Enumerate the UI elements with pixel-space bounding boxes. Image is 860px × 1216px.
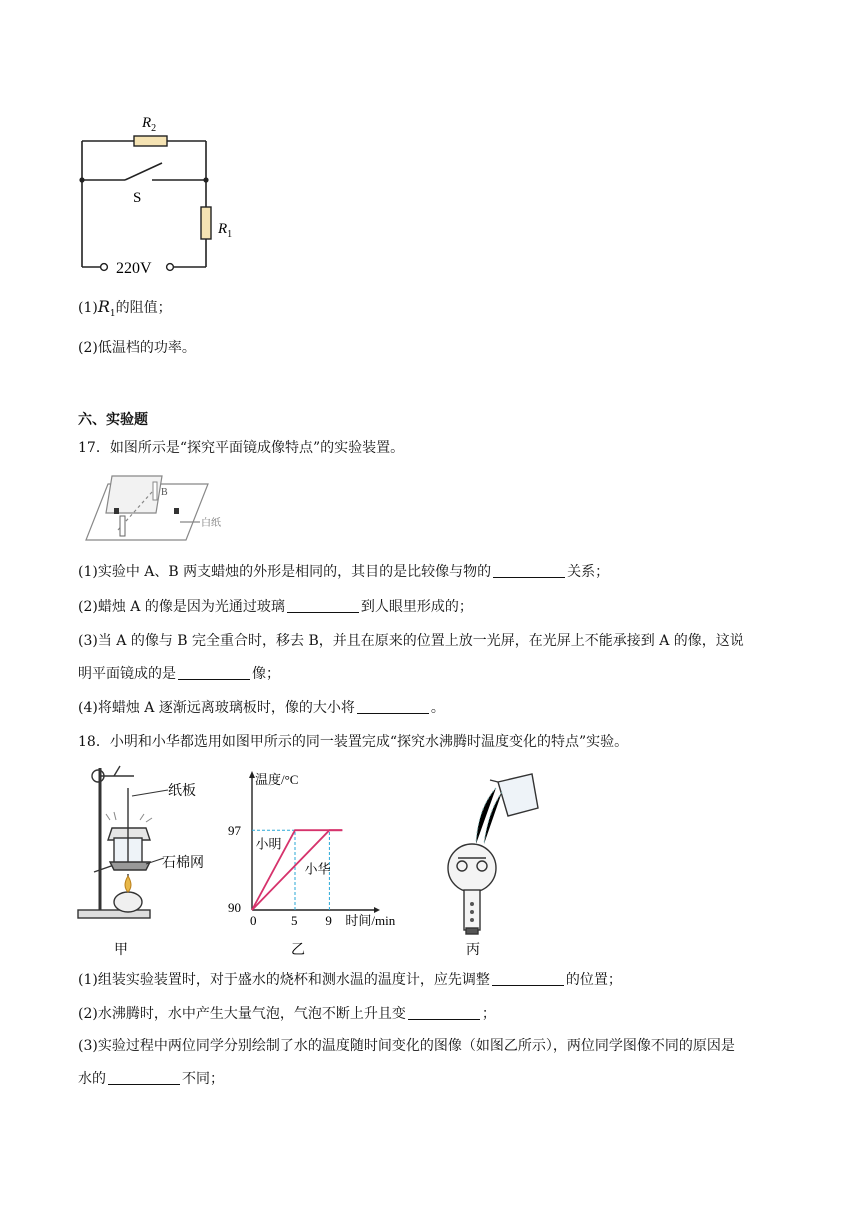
answer-blank[interactable] xyxy=(178,665,250,680)
voltage-label: 220V xyxy=(116,260,152,277)
x-axis-label: 时间/min xyxy=(345,913,396,928)
candle-b-label: B xyxy=(161,487,168,498)
section-title: 六、实验题 xyxy=(78,412,148,428)
q17-item3-line1: (3)当 A 的像与 B 完全重合时，移去 B，并且在原来的位置上放一光屏，在光屏上不能承接到 A 的像，这说 xyxy=(78,633,744,649)
y-axis-label: 温度/°C xyxy=(255,772,299,787)
q17-item4: (4)将蜡烛 A 逐渐远离玻璃板时，像的大小将 。 xyxy=(78,700,445,716)
q18-item1: (1)组装实验装置时，对于盛水的烧杯和测水温的温度计，应先调整 的位置； xyxy=(78,972,622,988)
y-tick-label: 97 xyxy=(228,823,241,839)
q17-item2: (2)蜡烛 A 的像是因为光通过玻璃 到人眼里形成的； xyxy=(78,599,473,615)
r1-label: $R_1$ xyxy=(218,221,233,240)
q18-item3-line2: 水的 不同； xyxy=(78,1071,224,1087)
cardboard-label: 纸板 xyxy=(168,783,196,799)
x-tick-label: 0 xyxy=(250,913,257,928)
series-label: 小明 xyxy=(255,836,282,852)
temperature-time-chart xyxy=(226,764,416,960)
q17-item1: (1)实验中 A、B 两支蜡烛的外形是相同的，其目的是比较像与物的 关系； xyxy=(78,564,610,580)
y-tick-label: 90 xyxy=(228,900,241,915)
q18-item3-line1: (3)实验过程中两位同学分别绘制了水的温度随时间变化的图像（如图乙所示），两位同学图像不同的原因是 xyxy=(78,1038,735,1054)
mirror-setup-figure xyxy=(80,468,230,553)
terminal-right xyxy=(167,264,174,271)
series-label: 小华 xyxy=(304,861,331,877)
q16-item2: (2)低温档的功率。 xyxy=(78,340,196,356)
r2-label: $R_2$ xyxy=(142,115,157,134)
figure-jia-caption: 甲 xyxy=(114,942,128,958)
answer-blank[interactable] xyxy=(492,971,564,986)
flask-pouring-figure xyxy=(438,768,548,960)
answer-blank[interactable] xyxy=(108,1070,180,1085)
answer-blank[interactable] xyxy=(357,699,429,714)
q17-item3-line2: 明平面镜成的是 像； xyxy=(78,666,280,682)
x-tick-label: 9 xyxy=(325,913,332,928)
boiling-apparatus-figure xyxy=(74,762,224,960)
answer-blank[interactable] xyxy=(408,1005,480,1020)
q17-stem: 17．如图所示是“探究平面镜成像特点”的实验装置。 xyxy=(78,440,405,456)
answer-blank[interactable] xyxy=(287,598,359,613)
switch-label: S xyxy=(133,190,142,206)
q18-item2: (2)水沸腾时，水中产生大量气泡，气泡不断上升且变 ； xyxy=(78,1006,496,1022)
answer-blank[interactable] xyxy=(493,563,565,578)
q16-item1: $(1)R_1$的阻值； xyxy=(78,297,172,319)
figure-yi-caption: 乙 xyxy=(291,943,305,958)
circuit-diagram xyxy=(70,105,260,280)
resistor-r1 xyxy=(201,207,211,239)
figure-bing-caption: 丙 xyxy=(466,942,480,958)
white-paper-label: 白纸 xyxy=(201,518,221,529)
resistor-r2 xyxy=(134,136,167,146)
x-tick-label: 5 xyxy=(291,913,298,928)
terminal-left xyxy=(101,264,108,271)
q18-stem: 18．小明和小华都选用如图甲所示的同一装置完成“探究水沸腾时温度变化的特点”实验。 xyxy=(78,734,629,750)
asbestos-gauze-label: 石棉网 xyxy=(162,855,204,871)
